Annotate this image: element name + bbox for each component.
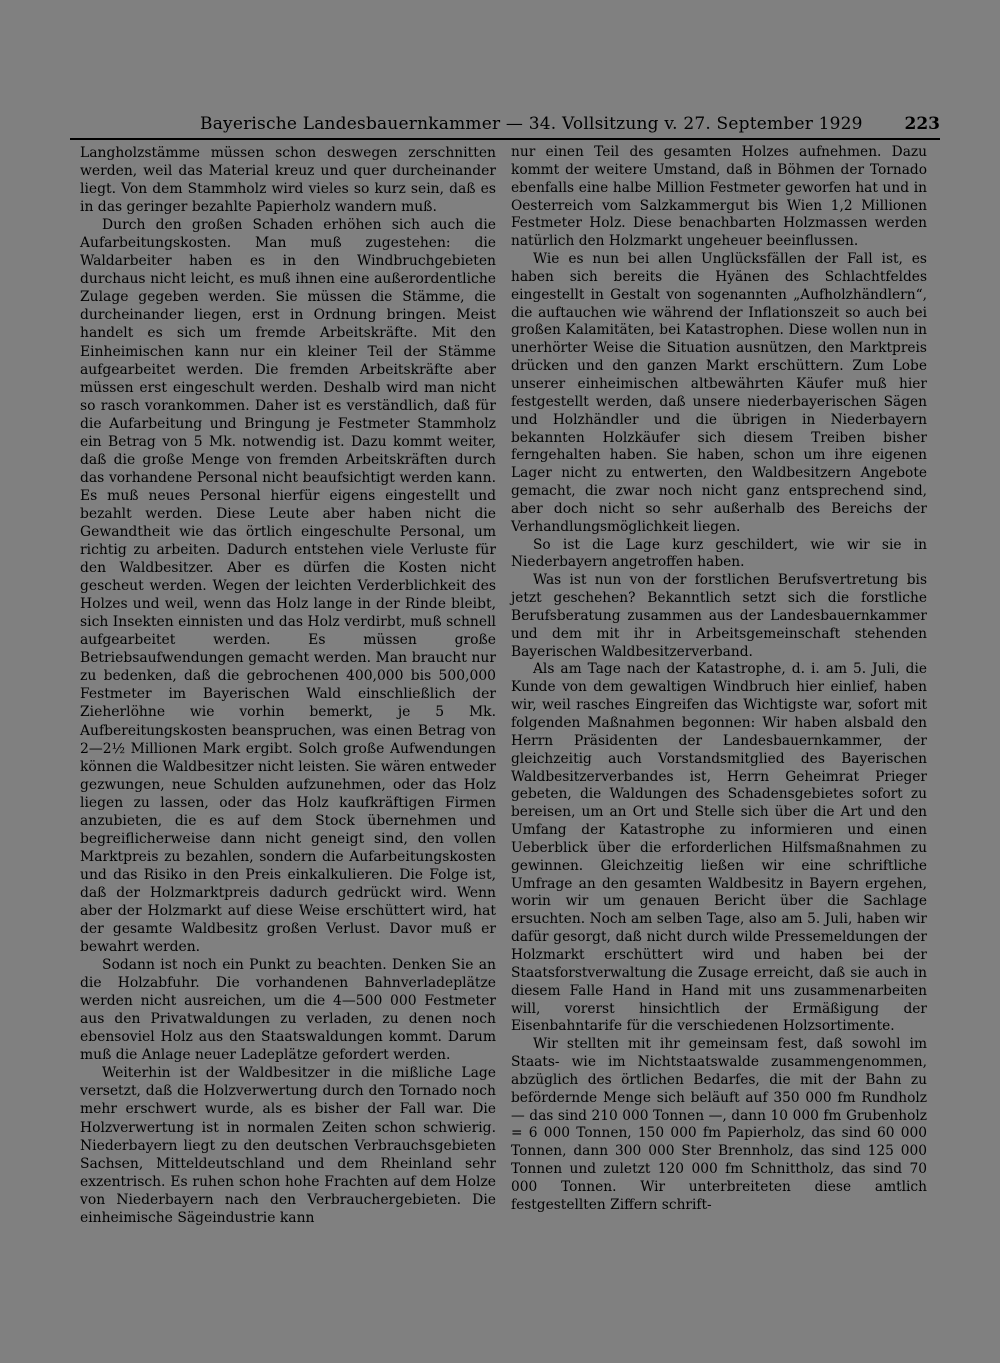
right-column [511, 144, 927, 1215]
paragraph: nur einen Teil des gesamten Holzes aufnehmen. Dazu kommt der weitere Umstand, daß in Böhmen der Tornado ebenfalls eine halbe Million Festmeter geworfen hat und in Oesterreich vom Salzkammergut bis Wien 1,2 Millionen Festmeter Holz. Diese benachbarten Holzmassen werden natürlich den Holzmarkt ungeheuer beeinflussen. [511, 144, 927, 250]
running-head: Bayerische Landesbauernkammer — 34. Vollsitzung v. 27. September 1929 [200, 114, 863, 134]
paragraph: Langholzstämme müssen schon deswegen zerschnitten werden, weil das Material kreuz und quer durcheinander liegt. Von dem Stammholz wird vieles so kurz sein, daß es in das geringer bezahlte Papierholz wandern muß. [80, 145, 496, 216]
left-column [80, 144, 496, 1227]
page-header [70, 112, 940, 140]
paragraph: So ist die Lage kurz geschildert, wie wir sie in Niederbayern angetroffen haben. [511, 536, 927, 571]
paragraph: Durch den großen Schaden erhöhen sich auch die Aufarbeitungskosten. Man muß zugestehen: die Waldarbeiter haben es in den Windbruchgebieten durchaus nicht leicht, es muß ihnen eine außerordentliche Zulage gegeben werden. Sie müssen die Stämme, die durcheinander liegen, erst in Ordnung bringen. Meist handelt es sich um fremde Arbeitskräfte. Mit den Einheimischen kann nur ein kleiner Teil der Stämme aufgearbeitet werden. Die fremden Arbeitskräfte aber müssen erst eingeschult werden. Deshalb wird man nicht so rasch vorankommen. Daher ist es verständlich, daß für die Aufarbeitung und Bringung je Festmeter Stammholz ein Betrag von 5 Mk. notwendig ist. Dazu kommt weiter, daß die große Menge von fremden Arbeitskräften durch das vorhandene Personal nicht beaufsichtigt werden kann. Es muß neues Personal hierfür eigens eingestellt und bezahlt werden. Diese Leute aber haben nicht die Gewandtheit wie das örtlich eingeschulte Personal, um richtig zu arbeiten. Dadurch entstehen viele Verluste für den Waldbesitzer. Aber es dürfen die Kosten nicht gescheut werden. Wegen der leichten Verderblichkeit des Holzes und weil, wenn das Holz lange in der Rinde bleibt, sich Insekten einnisten und das Holz verdirbt, muß schnell aufgearbeitet werden. Es müssen große Betriebsaufwendungen gemacht werden. Man braucht nur zu bedenken, daß die gebrochenen 400,000 bis 500,000 Festmeter im Bayerischen Wald einschließlich der Zieherlöhne wie vorhin bemerkt, je 5 Mk. Aufbereitungskosten beanspruchen, was einen Betrag von 2—2½ Millionen Mark ergibt. Solch große Aufwendungen können die Waldbesitzer nicht leisten. Sie wären entweder gezwungen, neue Schulden aufzunehmen, oder das Holz liegen zu lassen, oder das Holz kaufkräftigen Firmen anzubieten, die es auf dem Stock übernehmen und begreiflicherweise dann nicht geneigt sind, den vollen Marktpreis zu bezahlen, sondern die Aufarbeitungskosten und das Risiko in den Preis einkalkulieren. Die Folge ist, daß der Holzmarktpreis dadurch gedrückt wird. Wenn aber der Holzmarkt auf diese Weise erschüttert wird, hat der gesamte Waldbesitz großen Verlust. Davor muß er bewahrt werden. [80, 217, 496, 956]
paragraph: Weiterhin ist der Waldbesitzer in die mißliche Lage versetzt, daß die Holzverwertung durch den Tornado noch mehr erschwert wurde, als es bisher der Fall war. Die Holzverwertung ist in normalen Zeiten schon schwierig. Niederbayern liegt zu den deutschen Verbrauchsgebieten Sachsen, Mitteldeutschland und dem Rheinland sehr exzentrisch. Es ruhen schon hohe Frachten auf dem Holze von Niederbayern nach den Verbrauchergebieten. Die einheimische Sägeindustrie kann [80, 1065, 496, 1226]
paragraph: Als am Tage nach der Katastrophe, d. i. am 5. Juli, die Kunde von dem gewaltigen Windbruch hier einlief, haben wir, weil rasches Eingreifen das Wichtigste war, sofort mit folgenden Maßnahmen begonnen: Wir haben alsbald den Herrn Präsidenten der Landesbauernkammer, der gleichzeitig auch Vorstandsmitglied des Bayerischen Waldbesitzerverbandes ist, Herrn Geheimrat Prieger gebeten, die Waldungen des Schadensgebietes sofort zu bereisen, um an Ort und Stelle sich über die Art und den Umfang der Katastrophe zu informieren und einen Ueberblick über die erforderlichen Hilfsmaßnahmen zu gewinnen. Gleichzeitig ließen wir eine schriftliche Umfrage an den gesamten Waldbesitz in Bayern ergehen, worin wir um genauen Bericht über die Sachlage ersuchten. Noch am selben Tage, also am 5. Juli, haben wir dafür gesorgt, daß nicht durch wilde Pressemeldungen der Holzmarkt erschüttert wird und haben bei der Staatsforstverwaltung die Zusage erreicht, daß sie auch in diesem Falle Hand in Hand mit uns zusammenarbeiten will, vorerst hinsichtlich der Ermäßigung der Eisenbahntarife für die verschiedenen Holzsortimente. [511, 661, 927, 1035]
paragraph: Wie es nun bei allen Unglücksfällen der Fall ist, es haben sich bereits die Hyänen des Schlachtfeldes eingestellt in Gestalt von sogenannten „Aufholzhändlern“, die auftauchen wie während der Inflationszeit so auch bei großen Kalamitäten, bei Katastrophen. Diese wollen nun in unerhörter Weise die Situation ausnützen, den Marktpreis drücken und den ganzen Markt erschüttern. Zum Lobe unserer einheimischen altbewährten Käufer muß hier festgestellt werden, daß unsere niederbayerischen Sägen und Holzhändler und die übrigen in Niederbayern bekannten Holzkäufer sich diesem Treiben bisher ferngehalten haben. Sie haben, schon um ihre eigenen Lager nicht zu entwerten, den Waldbesitzern Angebote gemacht, die zwar noch nicht ganz entsprechend sind, aber doch nicht so sehr außerhalb des Bereichs der Verhandlungsmöglichkeit liegen. [511, 251, 927, 535]
paragraph: Was ist nun von der forstlichen Berufsvertretung bis jetzt geschehen? Bekanntlich setzt sich die forstliche Berufsberatung zusammen aus der Landesbauernkammer und dem mit ihr in Arbeitsgemeinschaft stehenden Bayerischen Waldbesitzerverband. [511, 572, 927, 660]
page-number: 223 [904, 114, 940, 134]
paragraph: Sodann ist noch ein Punkt zu beachten. Denken Sie an die Holzabfuhr. Die vorhandenen Bahnverladeplätze werden nicht ausreichen, um die 4—500 000 Festmeter aus den Privatwaldungen zu verladen, zu denen noch ebensoviel Holz aus den Staatswaldungen kommt. Darum muß die Anlage neuer Ladeplätze gefordert werden. [80, 957, 496, 1064]
paragraph: Wir stellten mit ihr gemeinsam fest, daß sowohl im Staats- wie im Nichtstaatswalde zusammengenommen, abzüglich des örtlichen Bedarfes, die mit der Bahn zu befördernde Menge sich beläuft auf 350 000 fm Rundholz — das sind 210 000 Tonnen —, dann 10 000 fm Grubenholz = 6 000 Tonnen, 150 000 fm Papierholz, das sind 60 000 Tonnen, dann 300 000 Ster Brennholz, das sind 125 000 Tonnen und zuletzt 120 000 fm Schnittholz, das sind 70 000 Tonnen. Wir unterbreiteten diese amtlich festgestellten Ziffern schrift- [511, 1036, 927, 1213]
